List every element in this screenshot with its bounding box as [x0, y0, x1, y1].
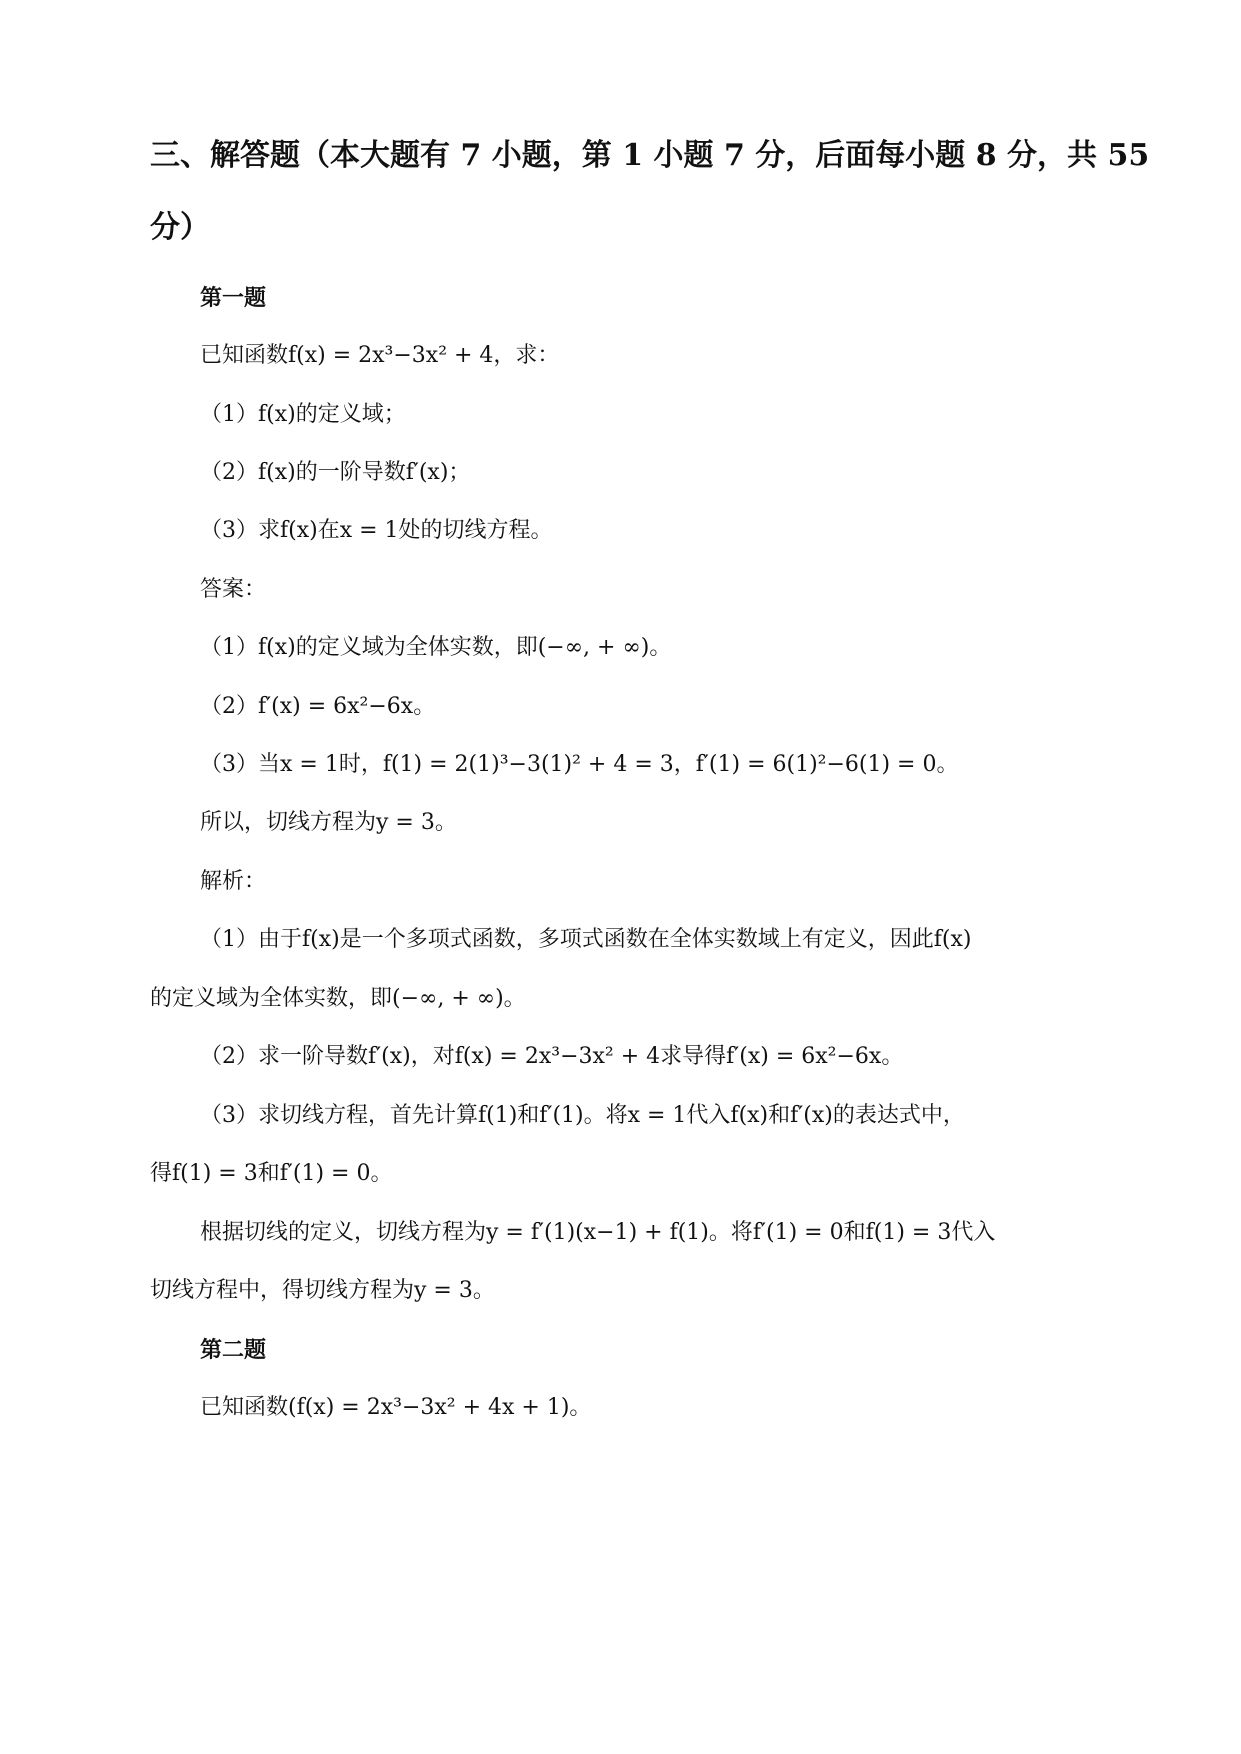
question-2-stem: 已知函数(f(x) = 2x³−3x² + 4x + 1)。	[200, 1395, 592, 1420]
question-1-stem: 已知函数f(x) = 2x³−3x² + 4，求：	[200, 343, 560, 368]
analysis-line-3: （2）求一阶导数f′(x)，对f(x) = 2x³−3x² + 4求导得f′(x) = 6x²−6x。	[200, 1044, 904, 1069]
answer-line-3: （3）当x = 1时，f(1) = 2(1)³−3(1)² + 4 = 3，f′(1) = 6(1)²−6(1) = 0。	[200, 752, 959, 777]
section-heading-line-2: 分）	[150, 210, 210, 245]
answer-line-2: （2）f′(x) = 6x²−6x。	[200, 694, 436, 719]
analysis-line-5: 得f(1) = 3和f′(1) = 0。	[150, 1161, 393, 1186]
analysis-line-1: （1）由于f(x)是一个多项式函数，多项式函数在全体实数域上有定义，因此f(x)	[200, 927, 972, 952]
analysis-line-6: 根据切线的定义，切线方程为y = f′(1)(x−1) + f(1)。将f′(1) = 0和f(1) = 3代入	[200, 1220, 996, 1245]
answer-label: 答案：	[200, 577, 267, 602]
question-1-part-3: （3）求f(x)在x = 1处的切线方程。	[200, 518, 553, 543]
question-1-title: 第一题	[200, 285, 267, 311]
analysis-label: 解析：	[200, 869, 267, 894]
analysis-line-2: 的定义域为全体实数，即(−∞, + ∞)。	[150, 986, 526, 1011]
question-1-part-2: （2）f(x)的一阶导数f′(x)；	[200, 460, 471, 485]
answer-line-1: （1）f(x)的定义域为全体实数，即(−∞, + ∞)。	[200, 635, 672, 660]
question-2-title: 第二题	[200, 1337, 267, 1363]
question-1-part-1: （1）f(x)的定义域；	[200, 402, 406, 427]
analysis-line-4: （3）求切线方程，首先计算f(1)和f′(1)。将x = 1代入f(x)和f′(x)的表达式中，	[200, 1103, 965, 1128]
section-heading-line-1: 三、解答题（本大题有 7 小题，第 1 小题 7 分，后面每小题 8 分，共 55	[150, 138, 1150, 173]
answer-line-4: 所以，切线方程为y = 3。	[200, 810, 457, 835]
analysis-line-7: 切线方程中，得切线方程为y = 3。	[150, 1278, 495, 1303]
